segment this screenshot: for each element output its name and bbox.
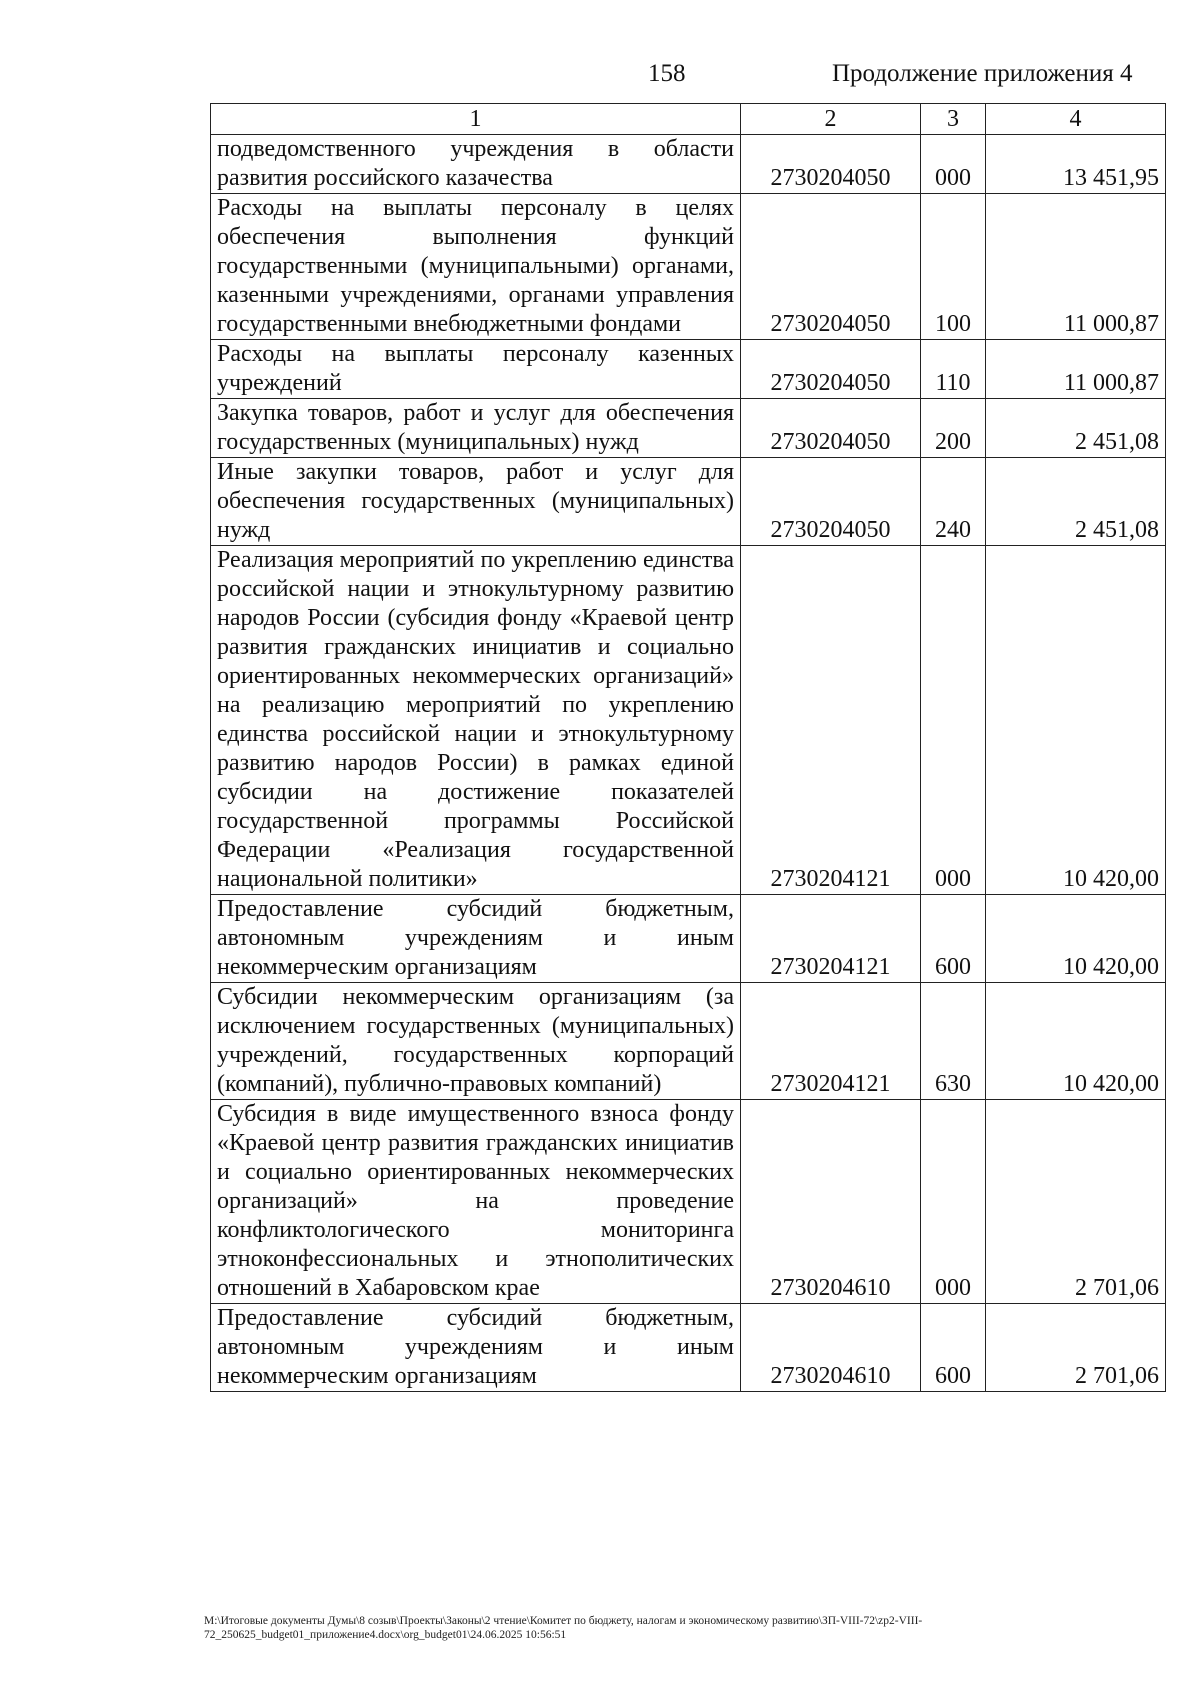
table-row [211,546,1166,895]
row-expense-type: 240 [921,458,986,546]
row-expense-type: 110 [921,340,986,399]
table-row [211,983,1166,1100]
page-number: 158 [648,60,686,87]
table-row [211,895,1166,983]
row-target-code: 2730204121 [741,983,921,1100]
row-description: подведомственного учреждения в области развития российского казачества [211,135,741,194]
row-expense-type: 000 [921,1100,986,1304]
table-row [211,1100,1166,1304]
row-description: Расходы на выплаты персоналу в целях обеспечения выполнения функций государственными (муниципальными) органами, казенными учреждениями, органами управления государственными внебюджетными фондами [211,194,741,340]
table-row [211,340,1166,399]
row-amount: 13 451,95 [986,135,1166,194]
row-expense-type: 000 [921,546,986,895]
column-header-3: 3 [921,104,986,135]
row-amount: 10 420,00 [986,983,1166,1100]
row-target-code: 2730204050 [741,340,921,399]
row-target-code: 2730204050 [741,135,921,194]
table-row [211,194,1166,340]
column-header-1: 1 [211,104,741,135]
row-description: Реализация мероприятий по укреплению единства российской нации и этнокультурному развитию народов России (субсидия фонду «Краевой центр развития гражданских инициатив и социально ориентированных некоммерческих организаций» на реализацию мероприятий по укреплению единства российской нации и этнокультурному развитию народов России) в рамках единой субсидии на достижение показателей государственной программы Российской Федерации «Реализация государственной национальной политики» [211,546,741,895]
column-header-2: 2 [741,104,921,135]
row-description: Субсидия в виде имущественного взноса фонду «Краевой центр развития гражданских инициатив и социально ориентированных некоммерческих организаций» на проведение конфликтологического мониторинга этноконфессиональных и этнополитических отношений в Хабаровском крае [211,1100,741,1304]
row-description: Иные закупки товаров, работ и услуг для обеспечения государственных (муниципальных) нужд [211,458,741,546]
row-amount: 10 420,00 [986,895,1166,983]
document-path-footer: M:\Итоговые документы Думы\8 созыв\Проекты\Законы\2 чтение\Комитет по бюджету, налогам и экономическому развитию\ЗП-VIII-72\zp2-VIII-72_250625_budget01_приложение4.docx\org_budget01\24.06.2025 10:56:51 [204,1615,923,1641]
row-amount: 2 701,06 [986,1100,1166,1304]
row-expense-type: 600 [921,1304,986,1392]
row-amount: 2 701,06 [986,1304,1166,1392]
row-description: Предоставление субсидий бюджетным, автономным учреждениям и иным некоммерческим организациям [211,1304,741,1392]
row-description: Субсидии некоммерческим организациям (за исключением государственных (муниципальных) учреждений, государственных корпораций (компаний), публично-правовых компаний) [211,983,741,1100]
continuation-label: Продолжение приложения 4 [832,60,1133,87]
row-description: Предоставление субсидий бюджетным, автономным учреждениям и иным некоммерческим организациям [211,895,741,983]
column-header-4: 4 [986,104,1166,135]
row-expense-type: 000 [921,135,986,194]
row-target-code: 2730204050 [741,458,921,546]
budget-table [210,103,1166,1392]
row-target-code: 2730204610 [741,1304,921,1392]
row-target-code: 2730204610 [741,1100,921,1304]
row-expense-type: 100 [921,194,986,340]
row-expense-type: 630 [921,983,986,1100]
table-row [211,1304,1166,1392]
row-target-code: 2730204121 [741,546,921,895]
row-target-code: 2730204121 [741,895,921,983]
row-amount: 10 420,00 [986,546,1166,895]
table-header-row [211,104,1166,135]
table-row [211,135,1166,194]
row-expense-type: 200 [921,399,986,458]
table-row [211,458,1166,546]
row-amount: 2 451,08 [986,458,1166,546]
row-amount: 11 000,87 [986,340,1166,399]
row-description: Закупка товаров, работ и услуг для обеспечения государственных (муниципальных) нужд [211,399,741,458]
row-target-code: 2730204050 [741,194,921,340]
row-target-code: 2730204050 [741,399,921,458]
row-amount: 2 451,08 [986,399,1166,458]
row-description: Расходы на выплаты персоналу казенных учреждений [211,340,741,399]
row-expense-type: 600 [921,895,986,983]
row-amount: 11 000,87 [986,194,1166,340]
table-row [211,399,1166,458]
